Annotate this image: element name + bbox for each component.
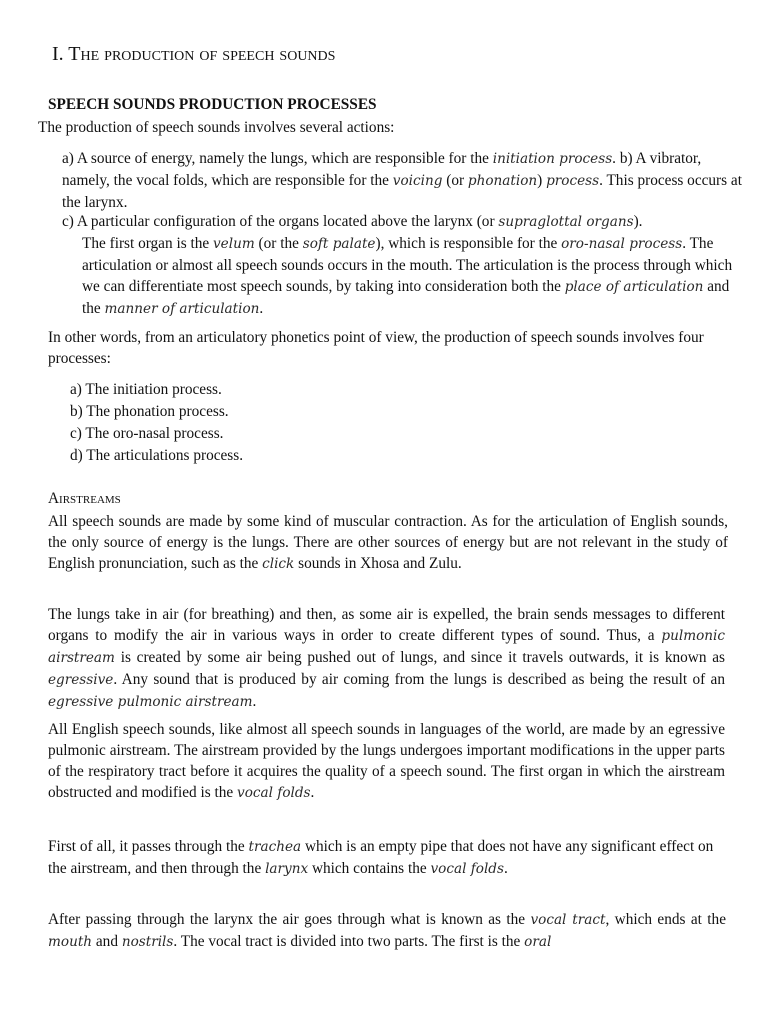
paragraph-egressive-sounds: All English speech sounds, like almost all speech sounds in languages of the world, are made by an egressive pulmonic airstream. The airstream provided by the lungs undergoes important modifications in the upper parts of the respiratory tract before it acquires the quality of a speech sound. The first organ in which the airstream obstructed and modified is the vocal folds. (48, 721, 725, 801)
paragraph-vocal-tract: After passing through the larynx the air goes through what is known as the vocal tract, which ends at the mouth and nostrils. The vocal tract is divided into two parts. The first is the oral (48, 911, 726, 950)
section-heading-airstreams: Airstreams (48, 490, 121, 507)
section-heading-production: SPEECH SOUNDS PRODUCTION PROCESSES (48, 96, 377, 113)
paragraph-actions-a-b: a) A source of energy, namely the lungs, which are responsible for the initiation process. b) A vibrator, namely, the vocal folds, which are responsible for the voicing (or phonation) process. This process occurs at the larynx. (62, 150, 742, 211)
list-item: d) The articulations process. (70, 447, 244, 464)
list-item: c) The oro-nasal process. (70, 425, 224, 442)
paragraph-trachea-larynx: First of all, it passes through the trachea which is an empty pipe that does not have any significant effect on the airstream, and then through the larynx which contains the vocal folds. (48, 838, 714, 877)
paragraph-summary: In other words, from an articulatory phonetics point of view, the production of speech sounds involves four processes: (48, 329, 704, 367)
list-item: b) The phonation process. (70, 403, 229, 420)
process-list (70, 379, 243, 467)
intro-paragraph: The production of speech sounds involves several actions: (38, 119, 395, 136)
paragraph-muscular-contraction: All speech sounds are made by some kind of muscular contraction. As for the articulation of English sounds, the only source of energy is the lungs. There are other sources of energy but are not relevant in the study of English pronunciation, such as the click sounds in Xhosa and Zulu. (48, 513, 728, 572)
paragraph-velum: The first organ is the velum (or the soft palate), which is responsible for the oro-nasal process. The articulation or almost all speech sounds occurs in the mouth. The articulation is the process through which we can differentiate most speech sounds, by taking into consideration both the place of articulation and the manner of articulation. (82, 235, 733, 317)
list-item: a) The initiation process. (70, 381, 222, 398)
paragraph-pulmonic-airstream: The lungs take in air (for breathing) and then, as some air is expelled, the brain sends messages to different organs to modify the air in various ways in order to create different types of sound. Thus, a pulmonic airstream is created by some air being pushed out of lungs, and since it travels outwards, it is known as egressive. Any sound that is produced by air coming from the lungs is described as being the result of an egressive pulmonic airstream. (48, 606, 725, 710)
page-title: I. The production of speech sounds (52, 43, 336, 65)
paragraph-action-c: c) A particular configuration of the organs located above the larynx (or supraglottal organs). (62, 213, 643, 230)
